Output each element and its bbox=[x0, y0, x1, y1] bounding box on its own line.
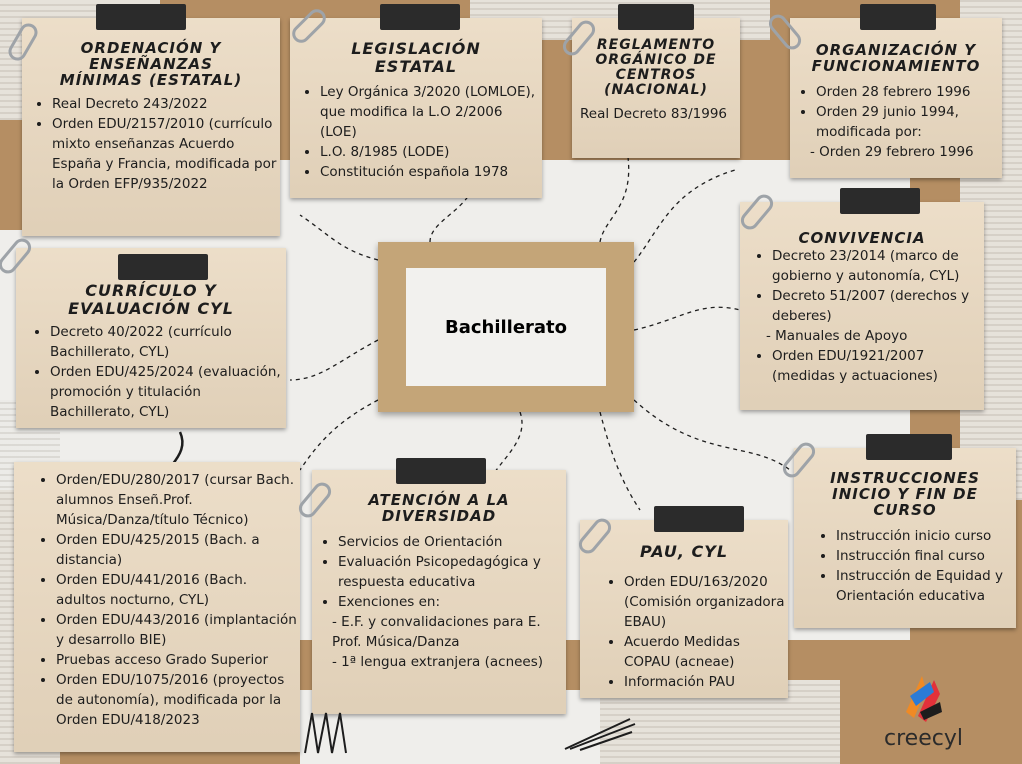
note-title: CONVIVENCIA bbox=[798, 229, 926, 247]
note-title: ATENCIÓN A LA DIVERSIDAD bbox=[368, 491, 510, 525]
list-subitem: - E.F. y convalidaciones para E. Prof. Música/Danza bbox=[332, 614, 541, 650]
tape bbox=[380, 4, 460, 30]
list-item: • Orden EDU/425/2024 (evaluación, promoción y titulación Bachillerato, CYL) bbox=[50, 362, 286, 422]
list-item: • Orden EDU/163/2020 (Comisión organizadora EBAU) bbox=[624, 572, 788, 632]
list-item: • Servicios de Orientación bbox=[338, 532, 566, 552]
list-subitem: - Orden 29 febrero 1996 bbox=[810, 144, 974, 160]
arrow-instrucciones bbox=[634, 400, 790, 470]
list-item: • Orden 28 febrero 1996 bbox=[816, 82, 1002, 102]
list-item: • Pruebas acceso Grado Superior bbox=[56, 650, 300, 670]
note-legislacion bbox=[290, 18, 542, 198]
arrow-down-curriculo bbox=[172, 432, 182, 465]
note-ordenacion bbox=[22, 18, 280, 236]
list-item: • Instrucción inicio curso bbox=[836, 526, 1016, 546]
scribble-icon bbox=[560, 714, 640, 754]
tape bbox=[118, 254, 208, 280]
arrow-ordenes bbox=[300, 400, 378, 470]
tape bbox=[96, 4, 186, 30]
list-item: • Decreto 23/2014 (marco de gobierno y autonomía, CYL) bbox=[772, 246, 984, 286]
list-item: • Orden EDU/443/2016 (implantación y desarrollo BIE) bbox=[56, 610, 300, 650]
tape bbox=[618, 4, 694, 30]
note-title: PAU, CYL bbox=[639, 542, 729, 561]
creecyl-logo-icon bbox=[900, 672, 946, 724]
list-item: • Exenciones en: bbox=[338, 592, 566, 612]
list-item: • Acuerdo Medidas COPAU (acneae) bbox=[624, 632, 788, 672]
list-item: • Decreto 51/2007 (derechos y deberes) bbox=[772, 286, 984, 326]
scribble-icon bbox=[300, 708, 360, 758]
list-item: • Orden EDU/1921/2007 (medidas y actuaciones) bbox=[772, 346, 984, 386]
logo-text: creecyl bbox=[884, 726, 963, 751]
tape bbox=[866, 434, 952, 460]
list-item: • Decreto 40/2022 (currículo Bachillerato, CYL) bbox=[50, 322, 286, 362]
arrow-pau bbox=[600, 412, 640, 510]
list-item: • Real Decreto 243/2022 bbox=[52, 94, 280, 114]
note-title: REGLAMENTO ORGÁNICO DE CENTROS (NACIONAL) bbox=[595, 37, 717, 98]
list-subitem: - Manuales de Apoyo bbox=[766, 328, 908, 344]
list-item: • Constitución española 1978 bbox=[320, 162, 542, 182]
list-item: • Instrucción final curso bbox=[836, 546, 1016, 566]
note-organizacion bbox=[790, 18, 1002, 178]
list-item: • Orden/EDU/280/2017 (cursar Bach. alumnos Enseñ.Prof. Música/Danza/título Técnico) bbox=[56, 470, 300, 530]
list-item: • Orden EDU/2157/2010 (currículo mixto enseñanzas Acuerdo España y Francia, modificada por la Orden EFP/935/2022 bbox=[52, 114, 280, 194]
note-reglamento bbox=[572, 18, 740, 158]
note-convivencia bbox=[740, 202, 984, 410]
list-item: • Evaluación Psicopedagógica y respuesta educativa bbox=[338, 552, 566, 592]
list-subitem: - 1ª lengua extranjera (acnees) bbox=[332, 654, 544, 670]
tape bbox=[840, 188, 920, 214]
list-item: • Orden EDU/1075/2016 (proyectos de autonomía), modificada por la Orden EDU/418/2023 bbox=[56, 670, 300, 730]
list-item: • L.O. 8/1985 (LODE) bbox=[320, 142, 542, 162]
list-item: • Orden EDU/441/2016 (Bach. adultos nocturno, CYL) bbox=[56, 570, 300, 610]
arrow-convivencia bbox=[634, 307, 740, 330]
list-item: • Orden EDU/425/2015 (Bach. a distancia) bbox=[56, 530, 300, 570]
note-title: ORDENACIÓN Y ENSEÑANZAS MÍNIMAS (ESTATAL) bbox=[59, 39, 243, 89]
center-frame bbox=[378, 242, 634, 412]
arrow-curriculo bbox=[290, 340, 378, 380]
note-instrucciones bbox=[794, 448, 1016, 628]
note-curriculo bbox=[16, 248, 286, 428]
note-title: INSTRUCCIONES INICIO Y FIN DE CURSO bbox=[830, 469, 980, 519]
arrow-organizacion bbox=[634, 170, 735, 262]
list-item: • Orden 29 junio 1994, modificada por: bbox=[816, 102, 1002, 142]
note-text: Real Decreto 83/1996 bbox=[580, 106, 728, 122]
list-item: • Información PAU bbox=[624, 672, 788, 692]
note-title: CURRÍCULO Y EVALUACIÓN CYL bbox=[68, 281, 234, 318]
tape bbox=[860, 4, 936, 30]
list-item: • Instrucción de Equidad y Orientación educativa bbox=[836, 566, 1016, 606]
note-ordenes bbox=[14, 462, 300, 752]
center-box bbox=[406, 268, 606, 386]
center-label: Bachillerato bbox=[444, 316, 568, 338]
note-title: LEGISLACIÓN ESTATAL bbox=[351, 39, 481, 76]
note-title: ORGANIZACIÓN Y FUNCIONAMIENTO bbox=[811, 41, 981, 75]
note-diversidad bbox=[312, 470, 566, 714]
arrow-ordenacion bbox=[300, 215, 378, 260]
tape bbox=[654, 506, 744, 532]
list-item: • Ley Orgánica 3/2020 (LOMLOE), que modifica la L.O 2/2006 (LOE) bbox=[320, 82, 542, 142]
note-pau bbox=[580, 520, 788, 698]
tape bbox=[396, 458, 486, 484]
